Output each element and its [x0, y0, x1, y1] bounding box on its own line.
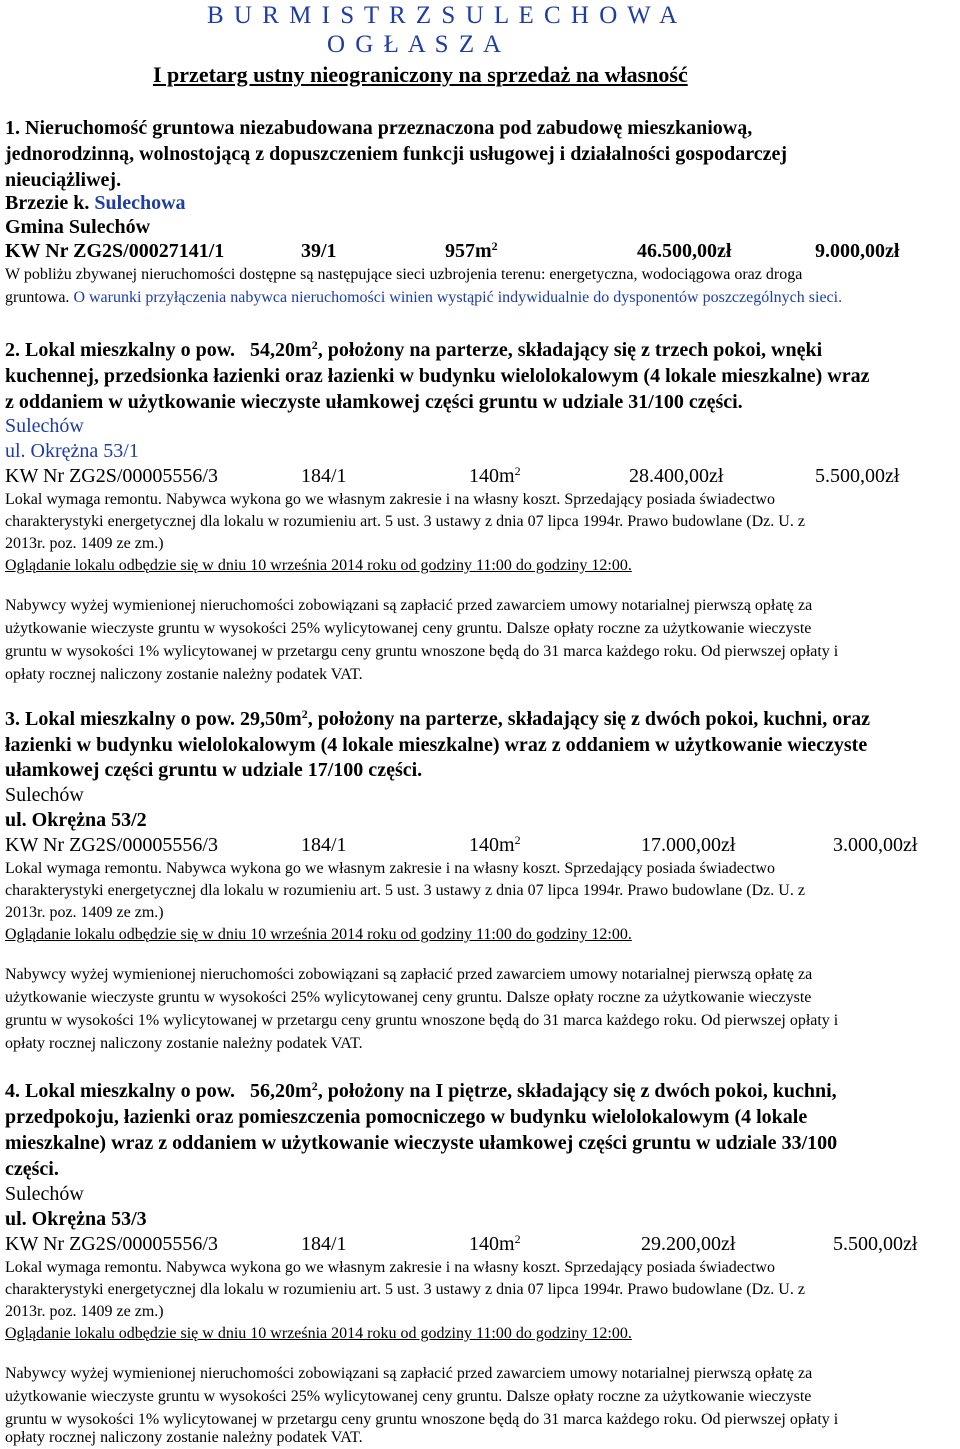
item3-fee1: [5, 966, 955, 984]
item4-remark3: 2013r. poz. 1409 ze zm.): [5, 1303, 164, 1320]
item3-line2-text: łazienki w budynku wielolokalowym (4 lokale mieszkalne) wraz z oddaniem w użytkowanie wieczyste: [5, 734, 868, 756]
announcement-heading: O G Ł A S Z A: [327, 31, 504, 58]
item1-price: 46.500,00zł: [637, 240, 732, 262]
item4-fee1-text: Nabywcy wyżej wymienionej nieruchomości zobowiązani są zapłacić przed zawarciem umowy notarialnej pierwszą opłatę za: [5, 1365, 813, 1382]
item2-l1c: , położony na parterze, składający się z trzech pokoi, wnęki: [317, 339, 823, 361]
item4-kw: KW Nr ZG2S/00005556/3: [5, 1233, 218, 1255]
item3-viewing: Oglądanie lokalu odbędzie się w dniu 10 września 2014 roku od godziny 11:00 do godziny 12:00.: [5, 926, 632, 943]
item1-line2: [5, 143, 955, 166]
item4-price: 29.200,00zł: [641, 1233, 736, 1255]
item3-remark3: 2013r. poz. 1409 ze zm.): [5, 904, 164, 921]
item1-note2: [5, 289, 842, 307]
item3-fee3-text: gruntu w wysokości 1% wylicytowanej w przetargu ceny gruntu wnoszone będą do 31 marca każdego roku. Od pierwszej opłaty i: [5, 1012, 839, 1029]
item2-fee2-text: użytkowanie wieczyste gruntu w wysokości 25% wylicytowanej ceny gruntu. Dalsze opłaty roczne za użytkowanie wieczyste: [5, 620, 812, 637]
item1-kw: KW Nr ZG2S/00027141/1: [5, 240, 225, 262]
item2-fee1: [5, 597, 955, 615]
item4-plot: 184/1: [301, 1233, 347, 1255]
item2-street: ul. Okrężna 53/1: [5, 440, 139, 462]
item4-fee2-text: użytkowanie wieczyste gruntu w wysokości 25% wylicytowanej ceny gruntu. Dalsze opłaty roczne za użytkowanie wieczyste: [5, 1388, 812, 1405]
item4-property-row: [5, 1233, 955, 1257]
item2-property-row: [5, 465, 955, 489]
item4-line1: [5, 1080, 955, 1103]
item4-line2-text: przedpokoju, łazienki oraz pomieszczenia pomocniczego w budynku wielolokalowym (4 lokale: [5, 1106, 808, 1128]
item1-deposit: 9.000,00zł: [815, 240, 900, 262]
item4-deposit: 5.500,00zł: [833, 1233, 918, 1255]
item3-l1b: 29,50m: [240, 708, 302, 730]
item3-sup: 2: [301, 706, 308, 721]
item2-remark2: charakterystyki energetycznej dla lokalu w rozumieniu art. 5 ust. 3 ustawy z dnia 07 lipca 1994r. Prawo budowlane (Dz. U. z: [5, 513, 805, 530]
item3-street: ul. Okrężna 53/2: [5, 809, 147, 831]
item4-street: ul. Okrężna 53/3: [5, 1208, 147, 1230]
item1-area-sup: 2: [491, 238, 498, 253]
item3-kw: KW Nr ZG2S/00005556/3: [5, 834, 218, 856]
auction-subtitle: I przetarg ustny nieograniczony na sprzedaż na własność: [153, 62, 688, 87]
item4-area: [469, 1233, 521, 1256]
item3-city: Sulechów: [5, 784, 84, 806]
item1-location-b: Sulechowa: [94, 192, 186, 214]
item2-plot: 184/1: [301, 465, 347, 487]
item2-line2: [5, 365, 955, 388]
item3-remark2: charakterystyki energetycznej dla lokalu w rozumieniu art. 5 ust. 3 ustawy z dnia 07 lipca 1994r. Prawo budowlane (Dz. U. z: [5, 882, 805, 899]
item3-fee2-text: użytkowanie wieczyste gruntu w wysokości 25% wylicytowanej ceny gruntu. Dalsze opłaty roczne za użytkowanie wieczyste: [5, 989, 812, 1006]
item1-note2-a: gruntowa.: [5, 289, 70, 306]
item4-area-value: 140m: [469, 1233, 515, 1255]
item3-line3: ułamkowej części gruntu w udziale 17/100 części.: [5, 759, 423, 781]
item2-area-value: 140m: [469, 465, 515, 487]
item4-l1b: 56,20m: [250, 1080, 312, 1102]
item1-property-row: [5, 240, 955, 264]
item1-plot: 39/1: [301, 240, 337, 262]
item4-remark2: charakterystyki energetycznej dla lokalu w rozumieniu art. 5 ust. 3 ustawy z dnia 07 lipca 1994r. Prawo budowlane (Dz. U. z: [5, 1281, 805, 1298]
item1-line1: [5, 117, 955, 140]
item4-viewing: Oglądanie lokalu odbędzie się w dniu 10 września 2014 roku od godziny 11:00 do godziny 12:00.: [5, 1325, 632, 1342]
item1-line3: nieuciążliwej.: [5, 169, 122, 191]
item4-fee4: opłaty rocznej naliczony zostanie należny podatek VAT.: [5, 1429, 363, 1446]
item2-area-sup: 2: [514, 463, 521, 478]
item4-l1a: 4. Lokal mieszkalny o pow.: [5, 1080, 236, 1102]
item2-viewing: Oglądanie lokalu odbędzie się w dniu 10 września 2014 roku od godziny 11:00 do godziny 12:00.: [5, 557, 632, 574]
item1-area: [445, 240, 498, 263]
item3-area-sup: 2: [514, 832, 521, 847]
item4-fee2: [5, 1388, 955, 1406]
item1-location-a: Brzezie k.: [5, 192, 90, 214]
item3-remark1: Lokal wymaga remontu. Nabywca wykona go we własnym zakresie i na własny koszt. Sprzedający posiada świadectwo: [5, 860, 775, 877]
item2-city: Sulechów: [5, 415, 84, 437]
item3-deposit: 3.000,00zł: [833, 834, 918, 856]
item2-line2-text: kuchennej, przedsionka łazienki oraz łazienki w budynku wielolokalowym (4 lokale mieszkalne) wraz: [5, 365, 870, 387]
item1-location: [5, 192, 186, 215]
item1-municipality: Gmina Sulechów: [5, 216, 151, 238]
item2-fee3-text: gruntu w wysokości 1% wylicytowanej w przetargu ceny gruntu wnoszone będą do 31 marca każdego roku. Od pierwszej opłaty i: [5, 643, 839, 660]
item4-city: Sulechów: [5, 1183, 84, 1205]
item4-sup: 2: [311, 1078, 318, 1093]
item4-fee1: [5, 1365, 955, 1383]
item2-area: [469, 465, 521, 488]
item2-kw: KW Nr ZG2S/00005556/3: [5, 465, 218, 487]
item1-note2-b: O warunki przyłączenia nabywca nieruchomości winien wystąpić indywidualnie do dysponentów poszczególnych sieci.: [73, 289, 843, 306]
item4-l1c: , położony na I piętrze, składający się z dwóch pokoi, kuchni,: [317, 1080, 837, 1102]
item2-line1: [5, 339, 955, 362]
item2-remark3: 2013r. poz. 1409 ze zm.): [5, 535, 164, 552]
item2-fee1-text: Nabywcy wyżej wymienionej nieruchomości zobowiązani są zapłacić przed zawarciem umowy notarialnej pierwszą opłatę za: [5, 597, 813, 614]
item3-fee1-text: Nabywcy wyżej wymienionej nieruchomości zobowiązani są zapłacić przed zawarciem umowy notarialnej pierwszą opłatę za: [5, 966, 813, 983]
item3-l1c: , położony na parterze, składający się z dwóch pokoi, kuchni, oraz: [307, 708, 870, 730]
item3-plot: 184/1: [301, 834, 347, 856]
item3-price: 17.000,00zł: [641, 834, 736, 856]
item2-fee2: [5, 620, 955, 638]
item2-remark1: Lokal wymaga remontu. Nabywca wykona go we własnym zakresie i na własny koszt. Sprzedający posiada świadectwo: [5, 491, 775, 508]
item4-fee3: [5, 1411, 955, 1429]
item4-line3: [5, 1132, 955, 1155]
item1-line1-text: 1. Nieruchomość gruntowa niezabudowana przeznaczona pod zabudowę mieszkaniową,: [5, 117, 753, 139]
item3-l1a: 3. Lokal mieszkalny o pow.: [5, 708, 236, 730]
item3-fee4: opłaty rocznej naliczony zostanie należny podatek VAT.: [5, 1035, 363, 1052]
item1-area-value: 957m: [445, 240, 492, 262]
item4-remark1: Lokal wymaga remontu. Nabywca wykona go we własnym zakresie i na własny koszt. Sprzedający posiada świadectwo: [5, 1259, 775, 1276]
item4-line2: [5, 1106, 955, 1129]
item1-line2-text: jednorodzinną, wolnostojącą z dopuszczeniem funkcji usługowej i działalności gospodarczej: [5, 143, 788, 165]
item3-line1: [5, 708, 870, 731]
item4-area-sup: 2: [514, 1231, 521, 1246]
item1-note1-text: W pobliżu zbywanej nieruchomości dostępne są następujące sieci uzbrojenia terenu: energetyczna, wodociągowa oraz droga: [5, 266, 803, 283]
item2-l1b: 54,20m: [250, 339, 312, 361]
item2-fee3: [5, 643, 955, 661]
item2-line1-text: [5, 339, 822, 362]
item3-property-row: [5, 834, 955, 858]
item2-sup: 2: [311, 337, 318, 352]
item4-fee3-text: gruntu w wysokości 1% wylicytowanej w przetargu ceny gruntu wnoszone będą do 31 marca każdego roku. Od pierwszej opłaty i: [5, 1411, 839, 1428]
item2-price: 28.400,00zł: [629, 465, 724, 487]
item2-line3: z oddaniem w użytkowanie wieczyste ułamkowej części gruntu w udziale 31/100 części.: [5, 391, 743, 413]
item2-deposit: 5.500,00zł: [815, 465, 900, 487]
page-title: B U R M I S T R Z S U L E C H O W A: [207, 2, 680, 29]
item4-line4: części.: [5, 1158, 59, 1180]
item3-area-value: 140m: [469, 834, 515, 856]
item2-l1a: 2. Lokal mieszkalny o pow.: [5, 339, 236, 361]
item4-line1-text: [5, 1080, 837, 1103]
item3-area: [469, 834, 521, 857]
item3-line2: [5, 734, 955, 757]
item1-note1: [5, 266, 955, 284]
item2-fee4: opłaty rocznej naliczony zostanie należny podatek VAT.: [5, 666, 363, 683]
item4-line3-text: mieszkalne) wraz z oddaniem w użytkowanie wieczyste ułamkowej części gruntu w udziale 33/100: [5, 1132, 838, 1154]
item3-fee2: [5, 989, 955, 1007]
item3-fee3: [5, 1012, 955, 1030]
